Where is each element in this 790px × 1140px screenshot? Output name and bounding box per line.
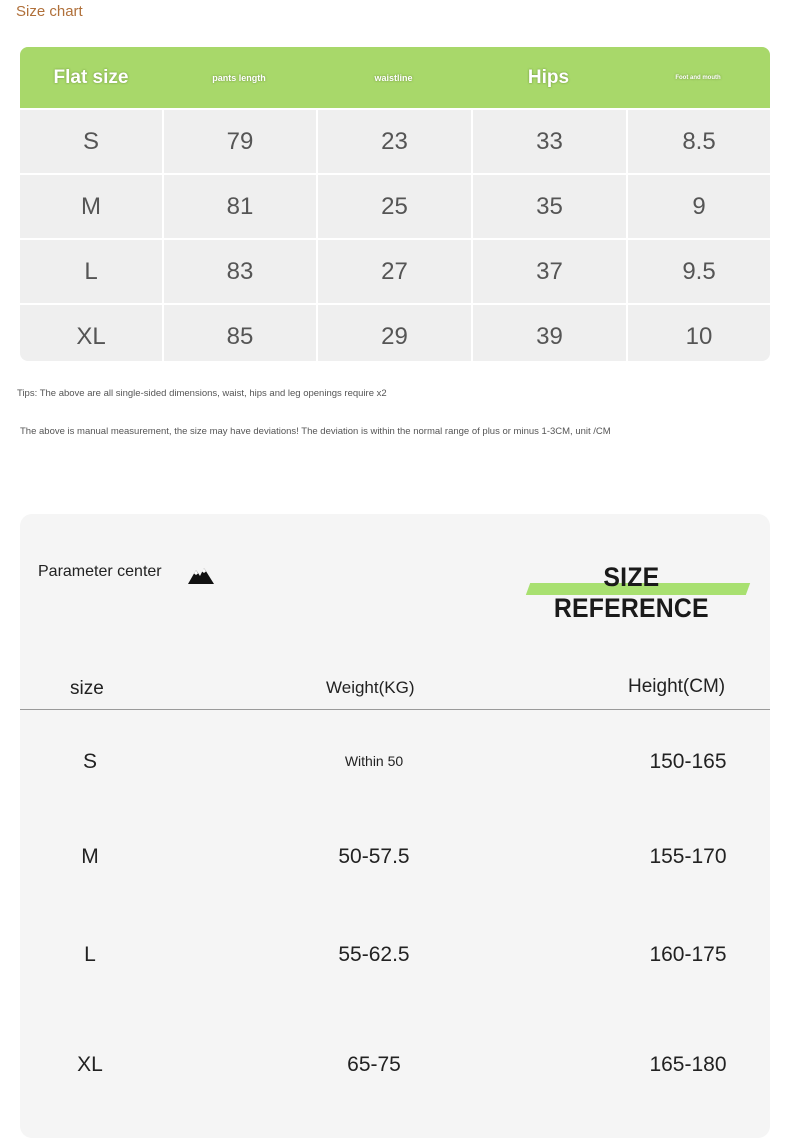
cell-waistline: 29 <box>316 305 471 361</box>
cell-pants-length: 85 <box>162 305 316 361</box>
page-title: Size chart <box>16 3 83 20</box>
cell-foot-and-mouth: 8.5 <box>626 110 770 173</box>
reference-table-header <box>20 664 770 710</box>
header-waistline: waistline <box>374 72 413 83</box>
cell-foot-and-mouth: 10 <box>626 305 770 361</box>
row-weight: 50-57.5 <box>338 845 410 868</box>
column-weight: Weight(KG) <box>326 678 415 697</box>
table-row <box>20 108 770 173</box>
row-height: 155-170 <box>649 845 727 868</box>
row-size: L <box>84 943 96 966</box>
cell-size: S <box>82 127 99 155</box>
cell-waistline: 25 <box>316 175 471 238</box>
cell-waistline: 23 <box>316 110 471 173</box>
cell-hips: 39 <box>471 305 626 361</box>
table-row <box>20 238 770 303</box>
row-height: 150-165 <box>649 750 727 773</box>
cell-size: M <box>81 192 101 220</box>
table-row <box>20 1053 770 1083</box>
header-flat-size: Flat size <box>53 66 129 88</box>
cell-hips: 37 <box>471 240 626 303</box>
cell-size: L <box>84 257 98 285</box>
cell-size: XL <box>76 322 106 350</box>
cell-pants-length: 81 <box>162 175 316 238</box>
row-size: S <box>82 750 97 773</box>
row-size: XL <box>77 1053 103 1076</box>
parameter-center-label: Parameter center <box>38 563 162 580</box>
cell-waistline: 27 <box>316 240 471 303</box>
cell-foot-and-mouth: 9 <box>626 175 770 238</box>
table-row <box>20 173 770 238</box>
row-height: 165-180 <box>649 1053 727 1076</box>
row-weight: 55-62.5 <box>338 943 410 966</box>
table-row <box>20 845 770 875</box>
cell-pants-length: 83 <box>162 240 316 303</box>
tip-manual-measurement: The above is manual measurement, the size may have deviations! The deviation is within the normal range of plus or minus 1-3CM, unit /CM <box>20 426 611 437</box>
size-reference-card <box>20 514 770 1138</box>
flat-size-table <box>20 47 770 361</box>
table-row <box>20 943 770 973</box>
size-reference-heading <box>528 562 748 623</box>
header-hips: Hips <box>527 66 570 88</box>
cell-pants-length: 79 <box>162 110 316 173</box>
column-height: Height(CM) <box>628 676 726 697</box>
row-height: 160-175 <box>649 943 727 966</box>
row-weight: Within 50 <box>344 753 404 769</box>
table-row <box>20 750 770 780</box>
mountain-icon <box>187 565 215 590</box>
row-size: M <box>81 845 99 868</box>
tip-single-sided: Tips: The above are all single-sided dimensions, waist, hips and leg openings require x2 <box>17 388 387 399</box>
cell-foot-and-mouth: 9.5 <box>626 240 770 303</box>
row-weight: 65-75 <box>347 1053 401 1076</box>
header-foot-and-mouth: Foot and mouth <box>675 74 721 81</box>
table-row <box>20 303 770 361</box>
column-size: size <box>70 678 104 699</box>
cell-hips: 33 <box>471 110 626 173</box>
size-reference-title: SIZE REFERENCE <box>553 562 709 623</box>
header-pants-length: pants length <box>212 72 266 83</box>
flat-table-header <box>20 47 770 108</box>
cell-hips: 35 <box>471 175 626 238</box>
